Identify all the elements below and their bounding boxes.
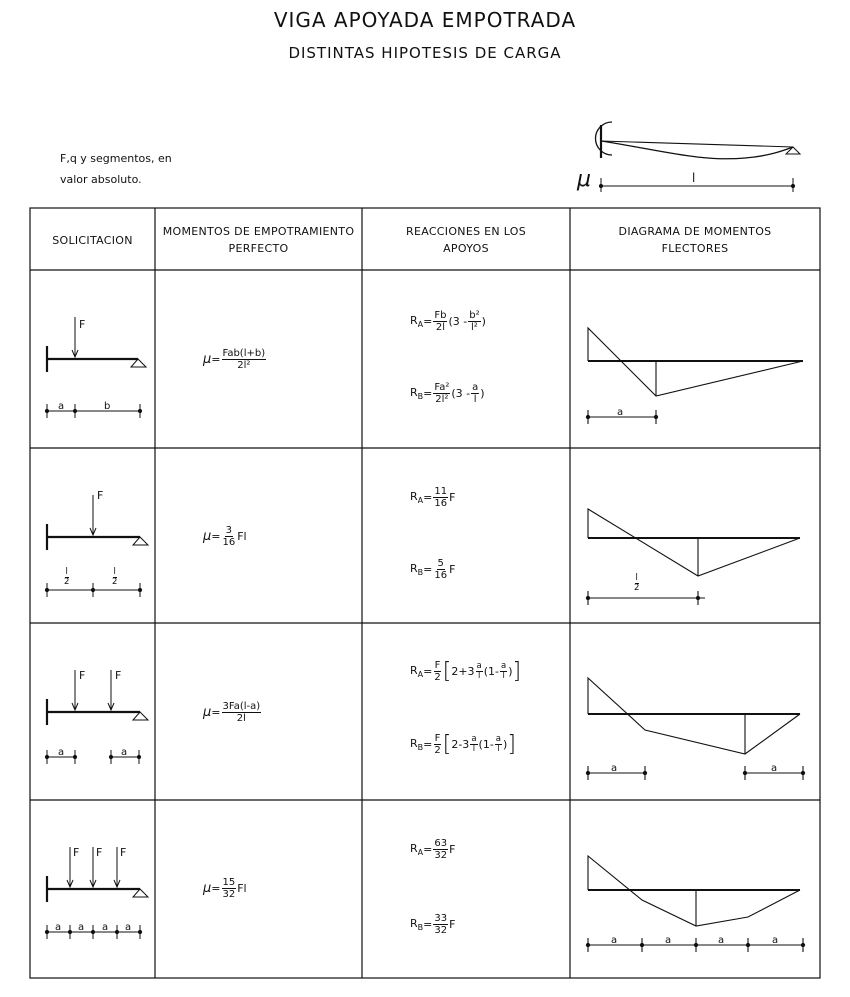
row-1-moment-formula: μ = $\frac{\text{Fab(l+b)}}{\text{2l²}}$ <box>203 348 266 371</box>
row-1-dim-a: a <box>58 401 65 412</box>
column-header-reacciones-line-1: REACCIONES EN LOS <box>406 225 526 238</box>
row-4-diagram-dim-2: a <box>665 935 672 946</box>
row-4-diagram-dim-3: a <box>718 935 725 946</box>
column-header-diagrama-line-2: FLECTORES <box>661 242 729 255</box>
key-diagram <box>596 122 800 192</box>
column-header-momentos-line-1: MOMENTOS DE EMPOTRAMIENTO <box>162 225 355 238</box>
row-1-dim-b: b <box>104 401 111 412</box>
row-2-load-label: F <box>97 489 104 502</box>
row-3-dim-a-1: a <box>58 747 65 758</box>
row-1-load-label: F <box>79 318 86 331</box>
row-2-diagram-dim: $\frac{l}{2}$ <box>634 573 640 593</box>
row-3-reaction-b: $R_B$ = $\frac{F}{2}$ [ 2-3 $\frac{a}{l}$ (1- $\frac{a}{l}$ ) ] <box>410 731 516 757</box>
row-2-reaction-b: $R_B$ = $\frac{5}{16}$ F <box>410 558 456 581</box>
row-3-load-label-2: F <box>115 669 122 682</box>
row-4-dim-a-2: a <box>78 922 85 933</box>
row-2-moment-diagram <box>586 509 800 605</box>
column-header-solicitacion-text: SOLICITACION <box>52 234 133 247</box>
row-4-diagram-dim-4: a <box>772 935 779 946</box>
note-line-1: F,q y segmentos, en <box>60 152 172 165</box>
row-3-moment-formula: μ = $\frac{3Fa(l-a)}{2l}$ <box>203 701 261 724</box>
column-header-diagrama-line-1: DIAGRAMA DE MOMENTOS <box>618 225 772 238</box>
row-4-dim-a-3: a <box>102 922 109 933</box>
row-4-diagram-dim-1: a <box>611 935 618 946</box>
row-4-load-label-1: F <box>73 846 80 859</box>
row-2-load-case <box>45 495 148 597</box>
column-header-diagrama <box>570 223 820 257</box>
key-pin-support <box>786 147 800 154</box>
row-4-load-label-2: F <box>96 846 103 859</box>
row-4-dim-a-1: a <box>55 922 62 933</box>
row-4-dim-a-4: a <box>125 922 132 933</box>
row-3-diagram-dim-2: a <box>771 763 778 774</box>
key-span-label: l <box>692 171 696 185</box>
row-3-reaction-a: $R_A$ = $\frac{F}{2}$ [ 2+3 $\frac{a}{l}$ (1- $\frac{a}{l}$ ) ] <box>410 658 522 684</box>
row-3-load-label-1: F <box>79 669 86 682</box>
row-1-reaction-b: $R_B$ = $\frac{\text{Fa²}}{\text{2l²}}$ (3 - $\frac{a}{l}$ ) <box>410 382 485 405</box>
column-header-momentos <box>155 223 362 257</box>
key-moment-symbol: μ <box>577 167 591 192</box>
row-3-diagram-dim-1: a <box>611 763 618 774</box>
row-4-reaction-a: $R_A$ = $\frac{63}{32}$ F <box>410 838 456 861</box>
column-header-momentos-line-2: PERFECTO <box>228 242 289 255</box>
page-title: VIGA APOYADA EMPOTRADA <box>273 8 577 32</box>
row-2-dim-1: $\frac{l}{2}$ <box>64 567 70 587</box>
key-moment-arc <box>596 122 612 155</box>
column-header-solicitacion <box>30 232 155 249</box>
row-4-reaction-b: $R_B$ = $\frac{33}{32}$ F <box>410 913 456 936</box>
row-4-moment-formula: μ = $\frac{15}{32}$ Fl <box>203 877 247 900</box>
row-3-dim-a-2: a <box>121 747 128 758</box>
row-1-reaction-a: $R_A$ = $\frac{Fb}{2l}$ (3 - $\frac{\text{b²}}{\text{l²}}$ ) <box>410 310 486 333</box>
row-2-reaction-a: $R_A$ = $\frac{11}{16}$ F <box>410 486 456 509</box>
row-4-load-label-3: F <box>120 846 127 859</box>
note-line-2: valor absoluto. <box>60 173 142 186</box>
row-1-diagram-dim: a <box>617 407 624 418</box>
row-2-moment-formula: μ = $\frac{3}{16}$ Fl <box>203 525 247 548</box>
column-header-reacciones-line-2: APOYOS <box>443 242 489 255</box>
column-header-reacciones <box>362 223 570 257</box>
page-subtitle: DISTINTAS HIPOTESIS DE CARGA <box>288 44 562 62</box>
row-2-dim-2: $\frac{l}{2}$ <box>112 567 118 587</box>
